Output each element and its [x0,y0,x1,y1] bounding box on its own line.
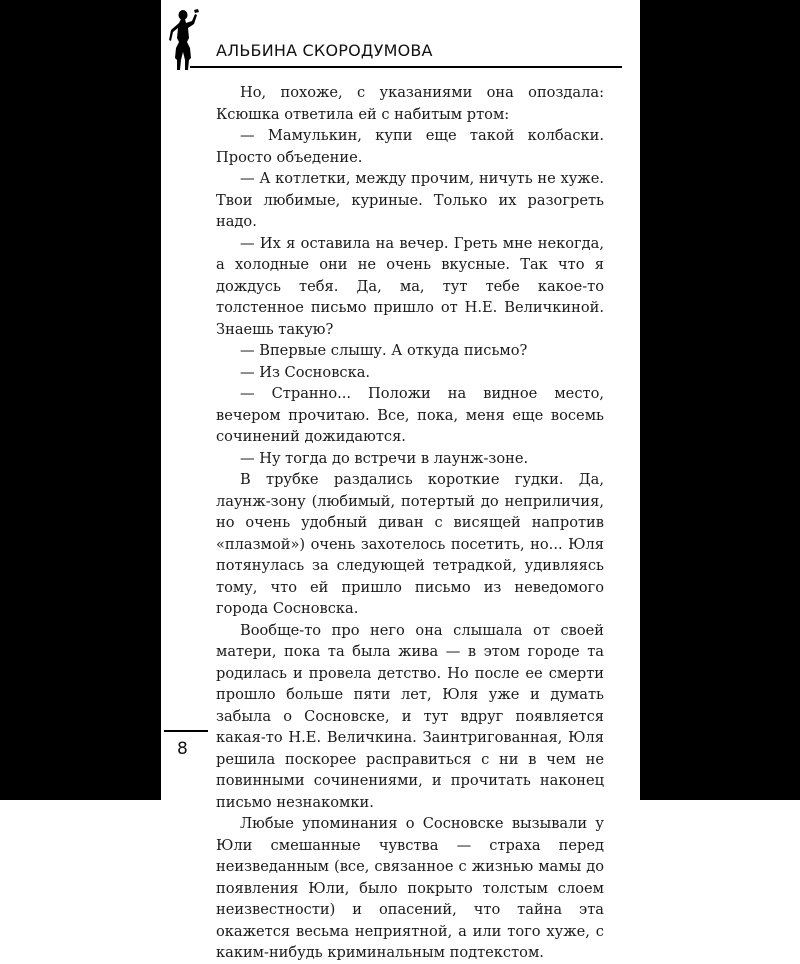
paragraph: Вообще-то про него она слышала от своей матери, пока та была жива — в этом городе та родилась и провела детство. Но после ее смерти прошло больше пяти лет, Юля уже и думать забыла о Сосновске, и тут вдруг появляется какая-то Н.Е. Величкина. Заинтригованная, Юля решила поскорее расправиться с ни в чем не повинными сочинениями, и прочитать наконец письмо незнакомки. [216,621,604,811]
paragraph: — Их я оставила на вечер. Греть мне некогда, а холодные они не очень вкусные. Так что я дождусь тебя. Да, ма, тут тебе какое-то толстенное письмо пришло от Н.Е. Величкиной. Знаешь такую? [216,234,604,338]
page-number: 8 [177,739,188,759]
body-text [216,82,604,964]
paragraph: — Из Сосновска. [240,363,371,381]
header-rule [190,66,622,68]
left-black-margin [0,0,161,800]
paragraph: — Впервые слышу. А откуда письмо? [240,342,528,359]
running-head-author: АЛЬБИНА СКОРОДУМОВА [216,41,433,60]
woman-silhouette-icon [164,8,204,72]
footer-rule [164,730,208,732]
paragraph: В трубке раздались короткие гудки. Да, лаунж-зону (любимый, потертый до неприличия, но очень удобный диван с висящей напротив «плазмой») очень захотелось посетить, но... Юля потянулась за следующей тетрадкой, удивляясь тому, что ей пришло письмо из неведомого города Сосновска. [216,471,604,617]
paragraph: — Странно... Положи на видное место, вечером прочитаю. Все, пока, меня еще восемь сочинений дожидаются. [216,385,604,445]
right-black-margin [640,0,800,800]
paragraph: — Ну тогда до встречи в лаунж-зоне. [240,449,529,467]
paragraph: Любые упоминания о Сосновске вызывали у Юли смешанные чувства — страха перед неизведанным (все, связанное с жизнью мамы до появления Юли, было покрыто толстым слоем неизвестности) и опасений, что тайна эта окажется весьма неприятной, а или того хуже, с каким-нибудь криминальным подтекстом. [216,815,604,961]
paragraph: Но, похоже, с указаниями она опоздала: Ксюшка ответила ей с набитым ртом: [216,84,604,123]
paragraph: — Мамулькин, купи еще такой колбаски. Просто объедение. [216,127,604,166]
paragraph: — А котлетки, между прочим, ничуть не хуже. Твои любимые, куриные. Только их разогреть надо. [216,170,604,230]
